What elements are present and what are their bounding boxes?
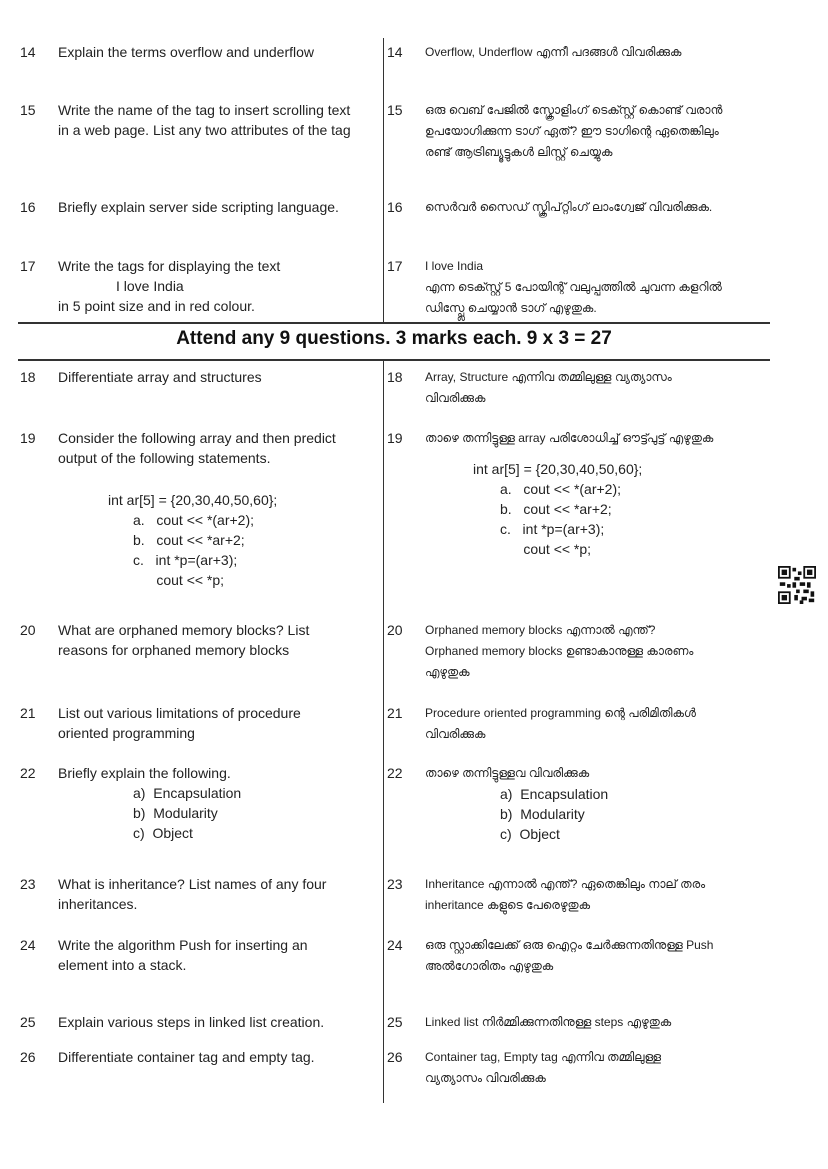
option-item: c) Object	[133, 825, 193, 841]
question-text-line: element into a stack.	[58, 957, 187, 973]
question-text-line: I love India	[425, 259, 484, 273]
question-number: 23	[20, 876, 36, 892]
option-item: a) Encapsulation	[133, 785, 242, 801]
question-number: 19	[20, 430, 36, 446]
option-item: b) Modularity	[133, 805, 218, 821]
question-text-line: oriented programming	[58, 725, 195, 741]
question-text-line: Linked list നിർമ്മിക്കുന്നതിനുള്ള steps എഴുതുക	[425, 1015, 672, 1029]
question-text-line: reasons for orphaned memory blocks	[58, 642, 290, 658]
question-text-line: Write the algorithm Push for inserting an	[58, 937, 308, 953]
heading-rule-bottom	[18, 359, 770, 361]
question-text-line: Explain various steps in linked list creation.	[58, 1014, 325, 1030]
question-text-line: എന്ന ടെക്സ്റ്റ് 5 പോയിന്റ് വലുപ്പത്തിൽ ചുവന്ന കളറിൽ	[425, 280, 722, 294]
question-text-line: ഒരു വെബ് പേജിൽ സ്ക്രോളിംഗ് ടെക്സ്റ്റ് കൊണ്ട് വരാൻ	[425, 103, 723, 117]
question-number: 14	[387, 44, 403, 60]
question-text-line: output of the following statements.	[58, 450, 271, 466]
question-number: 16	[387, 199, 403, 215]
question-text-line: Explain the terms overflow and underflow	[58, 44, 315, 60]
option-item: cout << *p;	[133, 572, 225, 588]
question-number: 15	[20, 102, 36, 118]
question-number: 17	[20, 258, 36, 274]
question-text-line: Differentiate array and structures	[58, 369, 262, 385]
question-number: 21	[20, 705, 36, 721]
question-text-line: Inheritance എന്നാൽ എന്ത്? ഏതെങ്കിലും നാല് തരം	[425, 877, 706, 891]
question-number: 20	[387, 622, 403, 638]
question-text-line: Briefly explain server side scripting language.	[58, 199, 339, 215]
question-text-line: ഒരു സ്റ്റാക്കിലേക്ക് ഒരു ഐറ്റം ചേർക്കുന്നതിനുള്ള Push	[425, 938, 714, 952]
option-item: a. cout << *(ar+2);	[500, 481, 622, 497]
question-text-line: inheritances.	[58, 896, 138, 912]
question-number: 19	[387, 430, 403, 446]
question-text-line: Container tag, Empty tag എന്നിവ തമ്മിലുള്ള	[425, 1050, 662, 1064]
code-line: int ar[5] = {20,30,40,50,60};	[473, 461, 643, 477]
question-text-line: ഉപയോഗിക്കുന്ന ടാഗ് ഏത്? ഈ ടാഗിന്റെ ഏതെങ്കിലും	[425, 124, 719, 138]
question-text-line: താഴെ തന്നിട്ടുള്ള array പരിശോധിച്ച് ഔട്ട്പുട്ട് എഴുതുക	[425, 431, 714, 445]
option-item: b) Modularity	[500, 806, 585, 822]
question-number: 17	[387, 258, 403, 274]
option-item: c) Object	[500, 826, 560, 842]
question-text-line: I love India	[116, 278, 184, 294]
question-number: 26	[20, 1049, 36, 1065]
question-text-line: in 5 point size and in red colour.	[58, 298, 255, 314]
qr-code-icon	[778, 566, 816, 604]
option-item: a. cout << *(ar+2);	[133, 512, 255, 528]
question-text-line: ഡിസ്പ്ലേ ചെയ്യാൻ ടാഗ് എഴുതുക.	[425, 301, 597, 315]
question-text-line: Overflow, Underflow എന്നീ പദങ്ങൾ വിവരിക്കുക	[425, 45, 682, 59]
question-text-line: അൽഗോരിതം എഴുതുക	[425, 959, 554, 973]
question-number: 18	[387, 369, 403, 385]
question-number: 14	[20, 44, 36, 60]
question-text-line: എഴുതുക	[425, 665, 470, 679]
section-heading: Attend any 9 questions. 3 marks each. 9 x 3 = 27	[176, 328, 612, 349]
question-number: 25	[20, 1014, 36, 1030]
question-number: 22	[20, 765, 36, 781]
question-text-line: വിവരിക്കുക	[425, 391, 486, 405]
question-text-line: Array, Structure എന്നിവ തമ്മിലുള്ള വ്യത്യാസം	[425, 370, 672, 384]
question-number: 26	[387, 1049, 403, 1065]
question-text-line: inheritance കളുടെ പേരെഴുതുക	[425, 898, 591, 912]
option-item: c. int *p=(ar+3);	[500, 521, 605, 537]
option-item: b. cout << *ar+2;	[500, 501, 612, 517]
question-number: 23	[387, 876, 403, 892]
question-number: 24	[387, 937, 403, 953]
question-text-line: List out various limitations of procedure	[58, 705, 301, 721]
question-text-line: Briefly explain the following.	[58, 765, 231, 781]
question-text-line: Procedure oriented programming ന്റെ പരിമിതികൾ	[425, 706, 696, 720]
question-text-line: in a web page. List any two attributes of the tag	[58, 122, 351, 138]
question-number: 16	[20, 199, 36, 215]
option-item: a) Encapsulation	[500, 786, 609, 802]
question-number: 20	[20, 622, 36, 638]
question-text-line: വ്യത്യാസം വിവരിക്കുക	[425, 1071, 546, 1085]
question-text-line: Consider the following array and then predict	[58, 430, 336, 446]
question-text-line: Orphaned memory blocks ഉണ്ടാകാനുള്ള കാരണം	[425, 644, 694, 658]
question-text-line: What are orphaned memory blocks? List	[58, 622, 310, 638]
option-item: b. cout << *ar+2;	[133, 532, 245, 548]
question-text-line: സെർവർ സൈഡ് സ്ക്രിപ്റ്റിംഗ് ലാംഗ്വേജ് വിവരിക്കുക.	[425, 200, 713, 214]
question-number: 22	[387, 765, 403, 781]
question-text-line: Differentiate container tag and empty tag.	[58, 1049, 315, 1065]
question-number: 18	[20, 369, 36, 385]
question-number: 25	[387, 1014, 403, 1030]
option-item: c. int *p=(ar+3);	[133, 552, 238, 568]
question-number: 21	[387, 705, 403, 721]
question-text-line: Orphaned memory blocks എന്നാൽ എന്ത്?	[425, 623, 656, 637]
question-text-line: What is inheritance? List names of any four	[58, 876, 327, 892]
code-line: int ar[5] = {20,30,40,50,60};	[108, 492, 278, 508]
option-item: cout << *p;	[500, 541, 592, 557]
question-text-line: Write the tags for displaying the text	[58, 258, 281, 274]
question-number: 24	[20, 937, 36, 953]
question-text-line: Write the name of the tag to insert scrolling text	[58, 102, 351, 118]
question-text-line: താഴെ തന്നിട്ടുള്ളവ വിവരിക്കുക	[425, 766, 590, 780]
question-number: 15	[387, 102, 403, 118]
question-text-line: രണ്ട് ആട്രിബ്യൂട്ടുകൾ ലിസ്റ്റ് ചെയ്യുക	[425, 145, 613, 159]
question-text-line: വിവരിക്കുക	[425, 727, 486, 741]
heading-rule-top	[18, 322, 770, 324]
